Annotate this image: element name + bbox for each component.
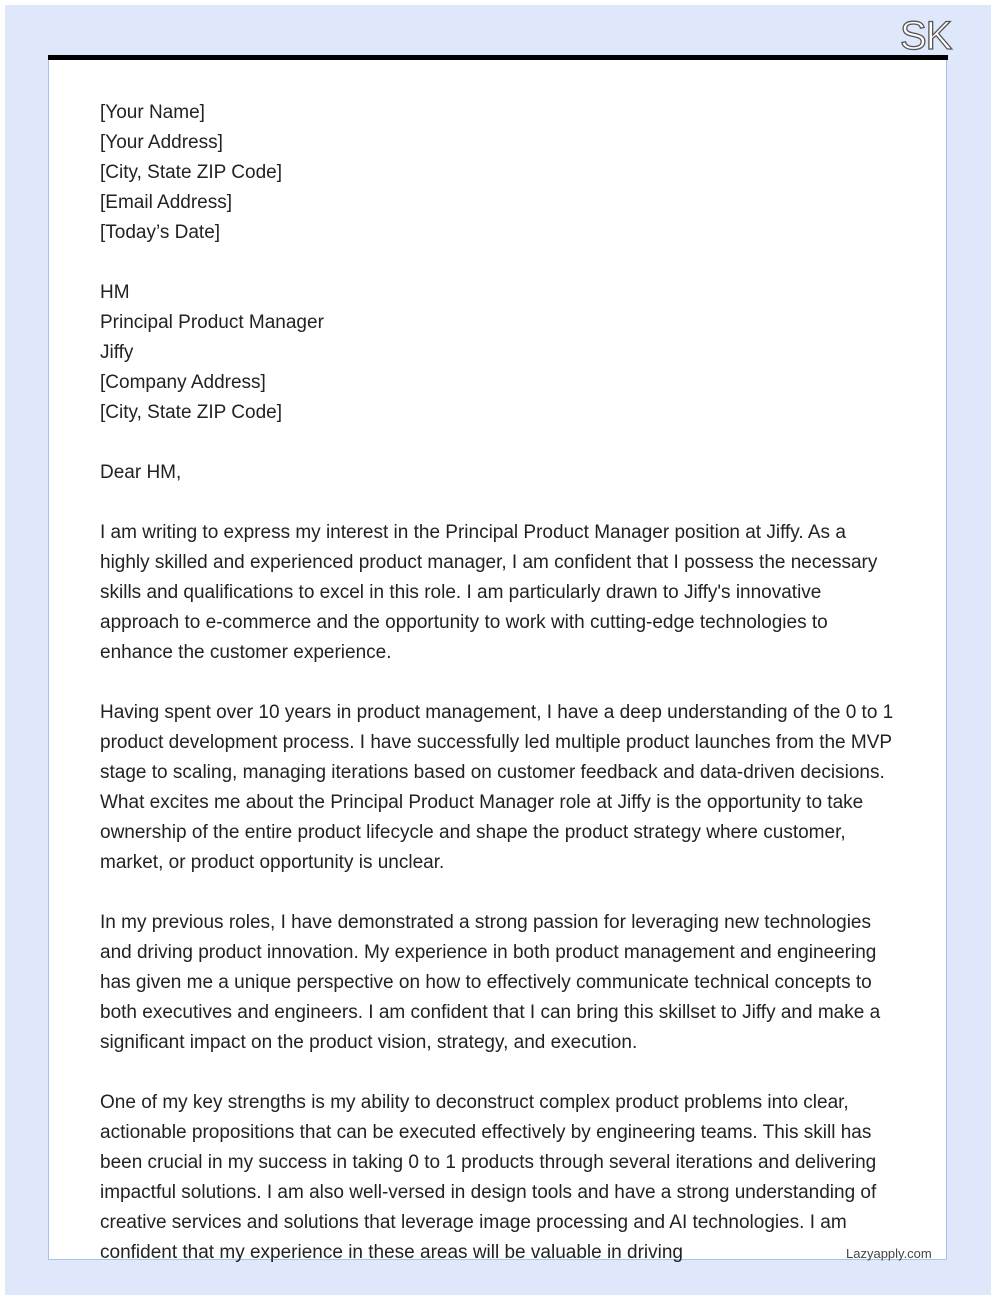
recipient-address: [Company Address] (100, 372, 266, 393)
sender-name: [Your Name] (100, 102, 205, 123)
recipient-name: HM (100, 282, 130, 303)
recipient-company: Jiffy (100, 342, 134, 363)
sender-email: [Email Address] (100, 192, 232, 213)
paragraph: One of my key strengths is my ability to deconstruct complex product problems into clear, actionable propositions that can be executed effectively by engineering teams. This skill has been crucial in my success in taking 0 to 1 products through several iterations and delivering impactful solutions. I am also well-versed in design tools and have a strong understanding of creative services and solutions that leverage image processing and AI technologies. I am confident that my experience in these areas will be valuable in driving (100, 1092, 877, 1263)
letter-body (100, 98, 900, 1298)
sender-block (100, 98, 900, 248)
salutation: Dear HM, (100, 462, 182, 483)
recipient-block (100, 278, 900, 428)
letter-date: [Today’s Date] (100, 222, 221, 243)
monogram-logo: SK (900, 14, 952, 58)
paragraph: Having spent over 10 years in product management, I have a deep understanding of the 0 to 1 product development process. I have successfully led multiple product launches from the MVP stage to scaling, managing iterations based on customer feedback and data-driven decisions. What excites me about the Principal Product Manager role at Jiffy is the opportunity to take ownership of the entire product lifecycle and shape the product strategy where customer, market, or product opportunity is unclear. (100, 702, 894, 873)
recipient-city: [City, State ZIP Code] (100, 402, 282, 423)
paragraph: In my previous roles, I have demonstrated a strong passion for leveraging new technologies and driving product innovation. My experience in both product management and engineering has given me a unique perspective on how to effectively communicate technical concepts to both executives and engineers. I am confident that I can bring this skillset to Jiffy and make a significant impact on the product vision, strategy, and execution. (100, 912, 881, 1053)
recipient-title: Principal Product Manager (100, 312, 324, 333)
sender-city: [City, State ZIP Code] (100, 162, 282, 183)
watermark: Lazyapply.com (846, 1246, 932, 1261)
paragraph: I am writing to express my interest in the Principal Product Manager position at Jiffy. As a highly skilled and experienced product manager, I am confident that I possess the necessary skills and qualifications to excel in this role. I am particularly drawn to Jiffy's innovative approach to e-commerce and the opportunity to work with cutting-edge technologies to enhance the customer experience. (100, 522, 878, 663)
header-rule (48, 55, 948, 60)
sender-address: [Your Address] (100, 132, 223, 153)
